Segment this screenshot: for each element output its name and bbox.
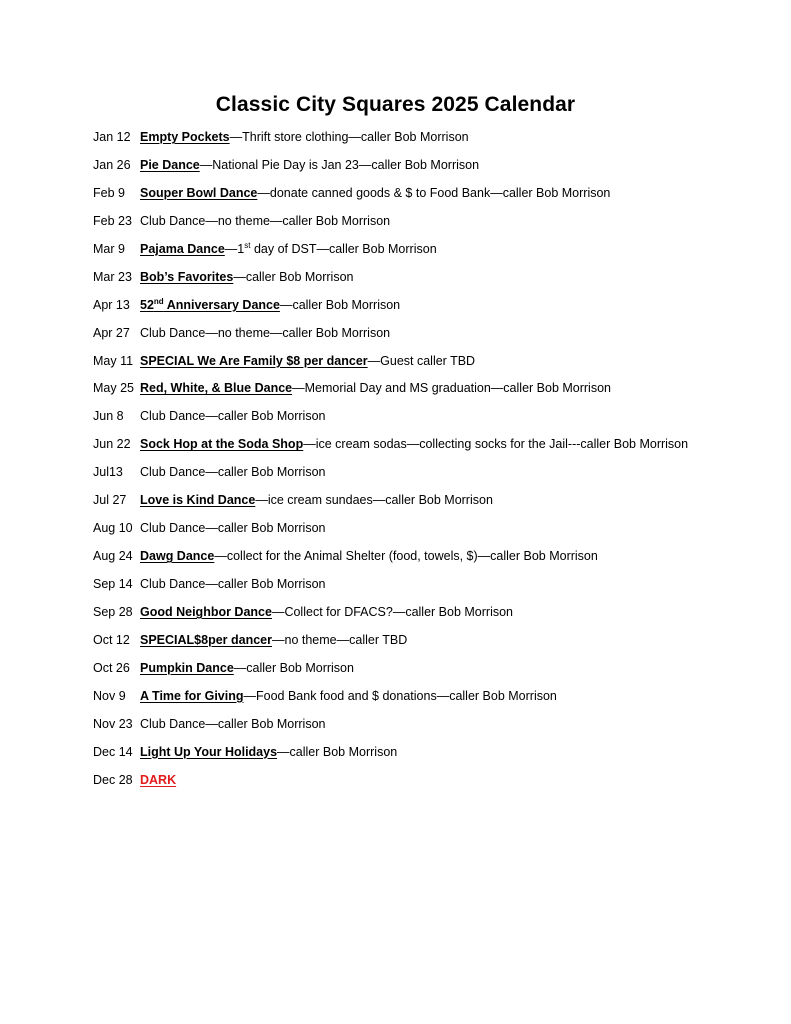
- event-name-text: Sock Hop at the Soda Shop: [140, 437, 304, 452]
- event-detail-text: Club Dance—caller Bob Morrison: [140, 716, 326, 731]
- event-description: [140, 406, 326, 426]
- event-detail: [140, 521, 326, 535]
- event-name-text: DARK: [140, 772, 177, 787]
- event-description: [140, 770, 176, 790]
- event-name-text: Pumpkin Dance: [140, 660, 234, 675]
- event-date: May 25: [93, 381, 134, 396]
- event-row: [93, 518, 773, 546]
- event-description: [140, 602, 513, 622]
- event-detail: [200, 158, 479, 172]
- event-description: [140, 183, 610, 203]
- event-date: Oct 12: [93, 632, 130, 647]
- event-detail-text: —ice cream sundaes—caller Bob Morrison: [255, 493, 493, 508]
- event-date: Jul 27: [93, 493, 127, 508]
- event-row: [93, 546, 773, 574]
- event-detail: [277, 745, 397, 759]
- event-name: [140, 298, 280, 312]
- event-name: [140, 773, 176, 787]
- event-row: [93, 183, 773, 211]
- event-detail-text: —Guest caller TBD: [367, 353, 476, 368]
- event-detail-text: —National Pie Day is Jan 23—caller Bob Morrison: [199, 157, 480, 172]
- event-detail-text: Club Dance—caller Bob Morrison: [140, 409, 326, 424]
- event-date: Jan 26: [93, 157, 131, 172]
- event-row: [93, 434, 773, 462]
- event-date: Sep 14: [93, 577, 133, 591]
- event-description: [140, 239, 437, 259]
- event-row: [93, 239, 773, 267]
- event-date: Mar 9: [93, 241, 125, 256]
- event-name-text: A Time for Giving: [140, 688, 244, 703]
- event-detail-text: —Thrift store clothing—caller Bob Morrison: [229, 130, 469, 144]
- event-description: [140, 490, 493, 510]
- event-name-text: SPECIAL$8per dancer: [140, 632, 272, 647]
- event-detail: [234, 661, 354, 675]
- event-row: [93, 127, 773, 155]
- event-detail-text: Club Dance—no theme—caller Bob Morrison: [140, 325, 391, 340]
- event-description: [140, 714, 326, 734]
- event-description: [140, 462, 326, 482]
- event-name-text: 52: [140, 297, 154, 312]
- event-name-text: Love is Kind Dance: [140, 493, 256, 508]
- event-detail: [368, 354, 475, 368]
- event-detail-text: —1: [224, 241, 245, 256]
- event-date: Sep 28: [93, 604, 133, 619]
- event-row: [93, 351, 773, 379]
- event-name: [140, 661, 234, 675]
- event-detail-text: —caller Bob Morrison: [233, 660, 354, 675]
- event-row: [93, 714, 773, 742]
- event-name: [140, 633, 272, 647]
- event-name: [140, 186, 257, 200]
- event-description: [140, 686, 557, 706]
- event-detail-text: —donate canned goods & $ to Food Bank—caller Bob Morrison: [257, 185, 611, 200]
- event-detail: [272, 605, 513, 619]
- event-row: [93, 211, 773, 239]
- event-detail: [280, 298, 400, 312]
- event-description: [140, 546, 598, 566]
- event-row: [93, 462, 773, 490]
- event-description: [140, 351, 475, 371]
- event-date: Jun 8: [93, 409, 124, 424]
- event-name: [140, 549, 214, 563]
- event-name-text: Light Up Your Holidays: [140, 744, 278, 759]
- event-name-ordinal-suffix: nd: [153, 296, 164, 306]
- event-date: Apr 27: [93, 325, 130, 340]
- event-detail: [292, 381, 611, 395]
- event-detail: [140, 326, 390, 340]
- event-detail: [272, 633, 407, 647]
- event-detail-text: —caller Bob Morrison: [233, 269, 354, 284]
- event-name-text: Bob’s Favorites: [140, 269, 234, 284]
- event-date: Jul13: [93, 465, 123, 480]
- event-row: [93, 323, 773, 351]
- event-detail: [225, 242, 437, 256]
- event-description: [140, 630, 407, 650]
- event-detail-text: —ice cream sodas—collecting socks for the Jail---caller Bob Morrison: [303, 437, 689, 452]
- event-date: Mar 23: [93, 269, 132, 284]
- event-detail: [303, 437, 688, 451]
- event-description: [140, 155, 479, 175]
- event-date: Feb 9: [93, 185, 125, 200]
- event-detail: [244, 689, 557, 703]
- event-description: [140, 434, 688, 454]
- event-detail: [140, 465, 326, 479]
- event-detail-text: Club Dance—caller Bob Morrison: [140, 577, 326, 591]
- event-description: [140, 267, 354, 287]
- event-name: [140, 437, 303, 451]
- event-detail: [140, 214, 390, 228]
- event-description: [140, 323, 390, 343]
- event-row: [93, 406, 773, 434]
- event-name-text: Souper Bowl Dance: [140, 185, 258, 200]
- event-description: [140, 742, 397, 762]
- event-name-text: Pie Dance: [140, 157, 200, 172]
- event-name: [140, 605, 272, 619]
- event-name-text: Red, White, & Blue Dance: [140, 381, 293, 396]
- event-name-text: Pajama Dance: [140, 241, 225, 256]
- event-date: May 11: [93, 353, 134, 368]
- event-detail-text: Club Dance—no theme—caller Bob Morrison: [140, 213, 391, 228]
- event-name-text: Empty Pockets: [140, 130, 230, 144]
- event-detail: [140, 717, 326, 731]
- event-description: [140, 211, 390, 231]
- event-date: Jan 12: [93, 130, 131, 144]
- event-date: Dec 28: [93, 772, 133, 787]
- event-name: [140, 689, 244, 703]
- event-detail-text: —caller Bob Morrison: [277, 744, 398, 759]
- event-detail-text: —Food Bank food and $ donations—caller Bob Morrison: [243, 688, 557, 703]
- event-description: [140, 658, 354, 678]
- event-detail-text: —collect for the Animal Shelter (food, towels, $)—caller Bob Morrison: [214, 549, 598, 564]
- event-name: [140, 354, 368, 368]
- event-description: [140, 295, 400, 315]
- event-date: Feb 23: [93, 213, 132, 228]
- event-row: [93, 742, 773, 770]
- event-date: Jun 22: [93, 437, 131, 452]
- event-row: [93, 378, 773, 406]
- event-row: [93, 630, 773, 658]
- event-date: Nov 23: [93, 716, 133, 731]
- event-row: [93, 295, 773, 323]
- event-row: [93, 770, 773, 798]
- event-description: [140, 518, 326, 538]
- event-detail-text: —caller Bob Morrison: [279, 297, 401, 312]
- event-detail: [255, 493, 493, 507]
- event-detail-text: —no theme—caller TBD: [272, 632, 408, 647]
- event-name: [140, 130, 230, 144]
- event-date: Dec 14: [93, 744, 133, 759]
- event-row: [93, 602, 773, 630]
- event-detail: [257, 186, 610, 200]
- event-name: [140, 493, 255, 507]
- event-list: [93, 127, 773, 798]
- event-detail-text: —Collect for DFACS?—caller Bob Morrison: [271, 604, 513, 619]
- event-detail: [230, 130, 469, 144]
- event-name: [140, 381, 292, 395]
- event-date: Aug 24: [93, 549, 133, 564]
- event-detail: [214, 549, 598, 563]
- event-detail: [140, 577, 326, 591]
- event-description: [140, 127, 469, 147]
- event-name-text: Dawg Dance: [140, 549, 215, 564]
- event-detail-ordinal-suffix: st: [244, 240, 251, 250]
- event-name: [140, 270, 233, 284]
- event-name: [140, 158, 200, 172]
- event-name: [140, 242, 225, 256]
- page-title: Classic City Squares 2025 Calendar: [215, 93, 576, 116]
- event-detail-text: Club Dance—caller Bob Morrison: [140, 521, 326, 536]
- event-row: [93, 574, 773, 602]
- event-detail: [233, 270, 353, 284]
- event-date: Apr 13: [93, 297, 130, 312]
- event-row: [93, 658, 773, 686]
- event-description: [140, 574, 326, 594]
- event-row: [93, 686, 773, 714]
- event-name: [140, 745, 277, 759]
- event-detail: [140, 409, 326, 423]
- event-name-text: Good Neighbor Dance: [140, 604, 272, 619]
- event-name-text: SPECIAL We Are Family $8 per dancer: [140, 353, 368, 368]
- event-date: Aug 10: [93, 521, 133, 536]
- event-detail-text: —Memorial Day and MS graduation—caller Bob Morrison: [292, 381, 611, 396]
- event-detail-text: Club Dance—caller Bob Morrison: [140, 465, 326, 480]
- event-date: Nov 9: [93, 688, 126, 703]
- event-row: [93, 490, 773, 518]
- event-row: [93, 155, 773, 183]
- event-description: [140, 378, 611, 398]
- event-detail-text: day of DST—caller Bob Morrison: [250, 241, 437, 256]
- event-date: Oct 26: [93, 660, 130, 675]
- event-row: [93, 267, 773, 295]
- event-name-text-continued: Anniversary Dance: [163, 297, 280, 312]
